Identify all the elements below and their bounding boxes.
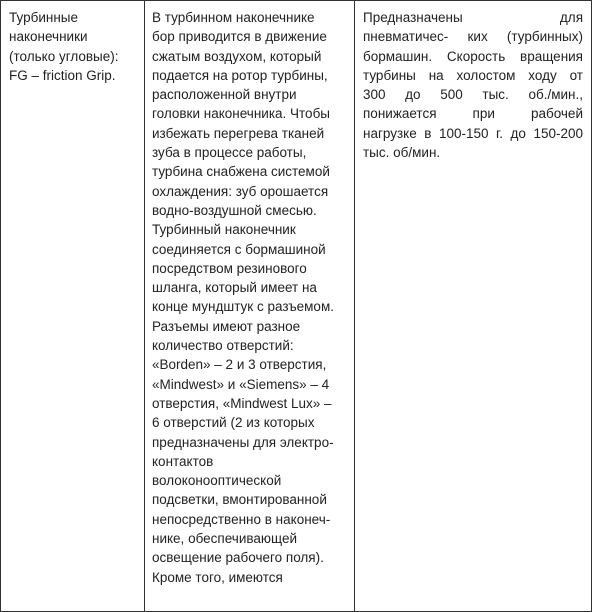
cell-text-line: конце мундштук с разъемом. bbox=[152, 299, 334, 315]
cell-text-line: Разъемы имеют разное bbox=[152, 318, 301, 334]
cell-text-line: волоконооптической bbox=[152, 473, 282, 489]
cell-text-line: «Mindwest» и «Siemens» – 4 bbox=[152, 376, 330, 392]
cell-text-line: Кроме того, имеются bbox=[152, 569, 283, 585]
cell-text-line: расположенной внутри bbox=[152, 87, 297, 103]
cell-text-line: тыс. об/мин. bbox=[363, 145, 441, 161]
cell-text-line: посредством резинового bbox=[152, 260, 307, 276]
cell-text-line: бормашин. Скорость вращения bbox=[363, 48, 583, 64]
cell-text-line: Турбинный наконечник bbox=[152, 222, 296, 238]
cell-text-line: нагрузке в 100-150 г. до 150-200 bbox=[363, 125, 583, 141]
cell-text-line: 300 до 500 тыс. об./мин., bbox=[363, 87, 583, 103]
cell-text-line: Турбинные bbox=[9, 10, 78, 25]
cell-text-line: контактов bbox=[152, 453, 214, 469]
cell-text-line: количество отверстий: bbox=[152, 338, 294, 354]
cell-text-line: Предназначены для bbox=[363, 10, 583, 25]
cell-text-line: пневматичес- ких (турбинных) bbox=[363, 29, 583, 45]
cell-text-line: сжатым воздухом, который bbox=[152, 48, 322, 64]
cell-text-line: бор приводится в движение bbox=[152, 29, 327, 45]
cell-text-line: головки наконечника. Чтобы bbox=[152, 106, 331, 122]
cell-text-line: отверстия, «Mindwest Lux» – bbox=[152, 395, 332, 411]
cell-text-line: подается на ротор турбины, bbox=[152, 67, 328, 83]
cell-text-line: турбины на холостом ходу от bbox=[363, 67, 583, 83]
cell-text-line: предназначены для электро- bbox=[152, 434, 334, 450]
cell-text-line: подсветки, вмонтированной bbox=[152, 492, 327, 508]
cell-text-line: FG – friction Grip. bbox=[9, 67, 116, 83]
cell-text-line: «Borden» – 2 и 3 отверстия, bbox=[152, 357, 327, 373]
cell-text-line: шланга, который имеет на bbox=[152, 280, 317, 296]
cell-text-line: избежать перегрева тканей bbox=[152, 125, 325, 141]
cell-text-line: освещение рабочего поля). bbox=[152, 550, 324, 566]
cell-text-line: водно-воздушной смесью. bbox=[152, 202, 317, 218]
cell-text-line: (только угловые): bbox=[9, 48, 119, 64]
cell-handpiece-type bbox=[1, 1, 145, 612]
cell-text-line: турбина снабжена системой bbox=[152, 164, 330, 180]
cell-text-line: наконечники bbox=[9, 29, 88, 45]
cell-text-line: непосредственно в наконеч- bbox=[152, 511, 331, 527]
table-row bbox=[1, 1, 592, 612]
cell-text-line: соединяется с бормашиной bbox=[152, 241, 326, 257]
cell-text-line: охлаждения: зуб орошается bbox=[152, 183, 329, 199]
cell-text-line: 6 отверстий (2 из которых bbox=[152, 415, 315, 431]
cell-text-line: В турбинном наконечнике bbox=[152, 10, 315, 25]
cell-text-line: нике, обеспечивающей bbox=[152, 531, 298, 547]
cell-text-line: зуба в процессе работы, bbox=[152, 145, 307, 161]
cell-description bbox=[145, 1, 355, 612]
cell-text-line: понижается при рабочей bbox=[363, 106, 583, 122]
cell-purpose bbox=[355, 1, 592, 612]
